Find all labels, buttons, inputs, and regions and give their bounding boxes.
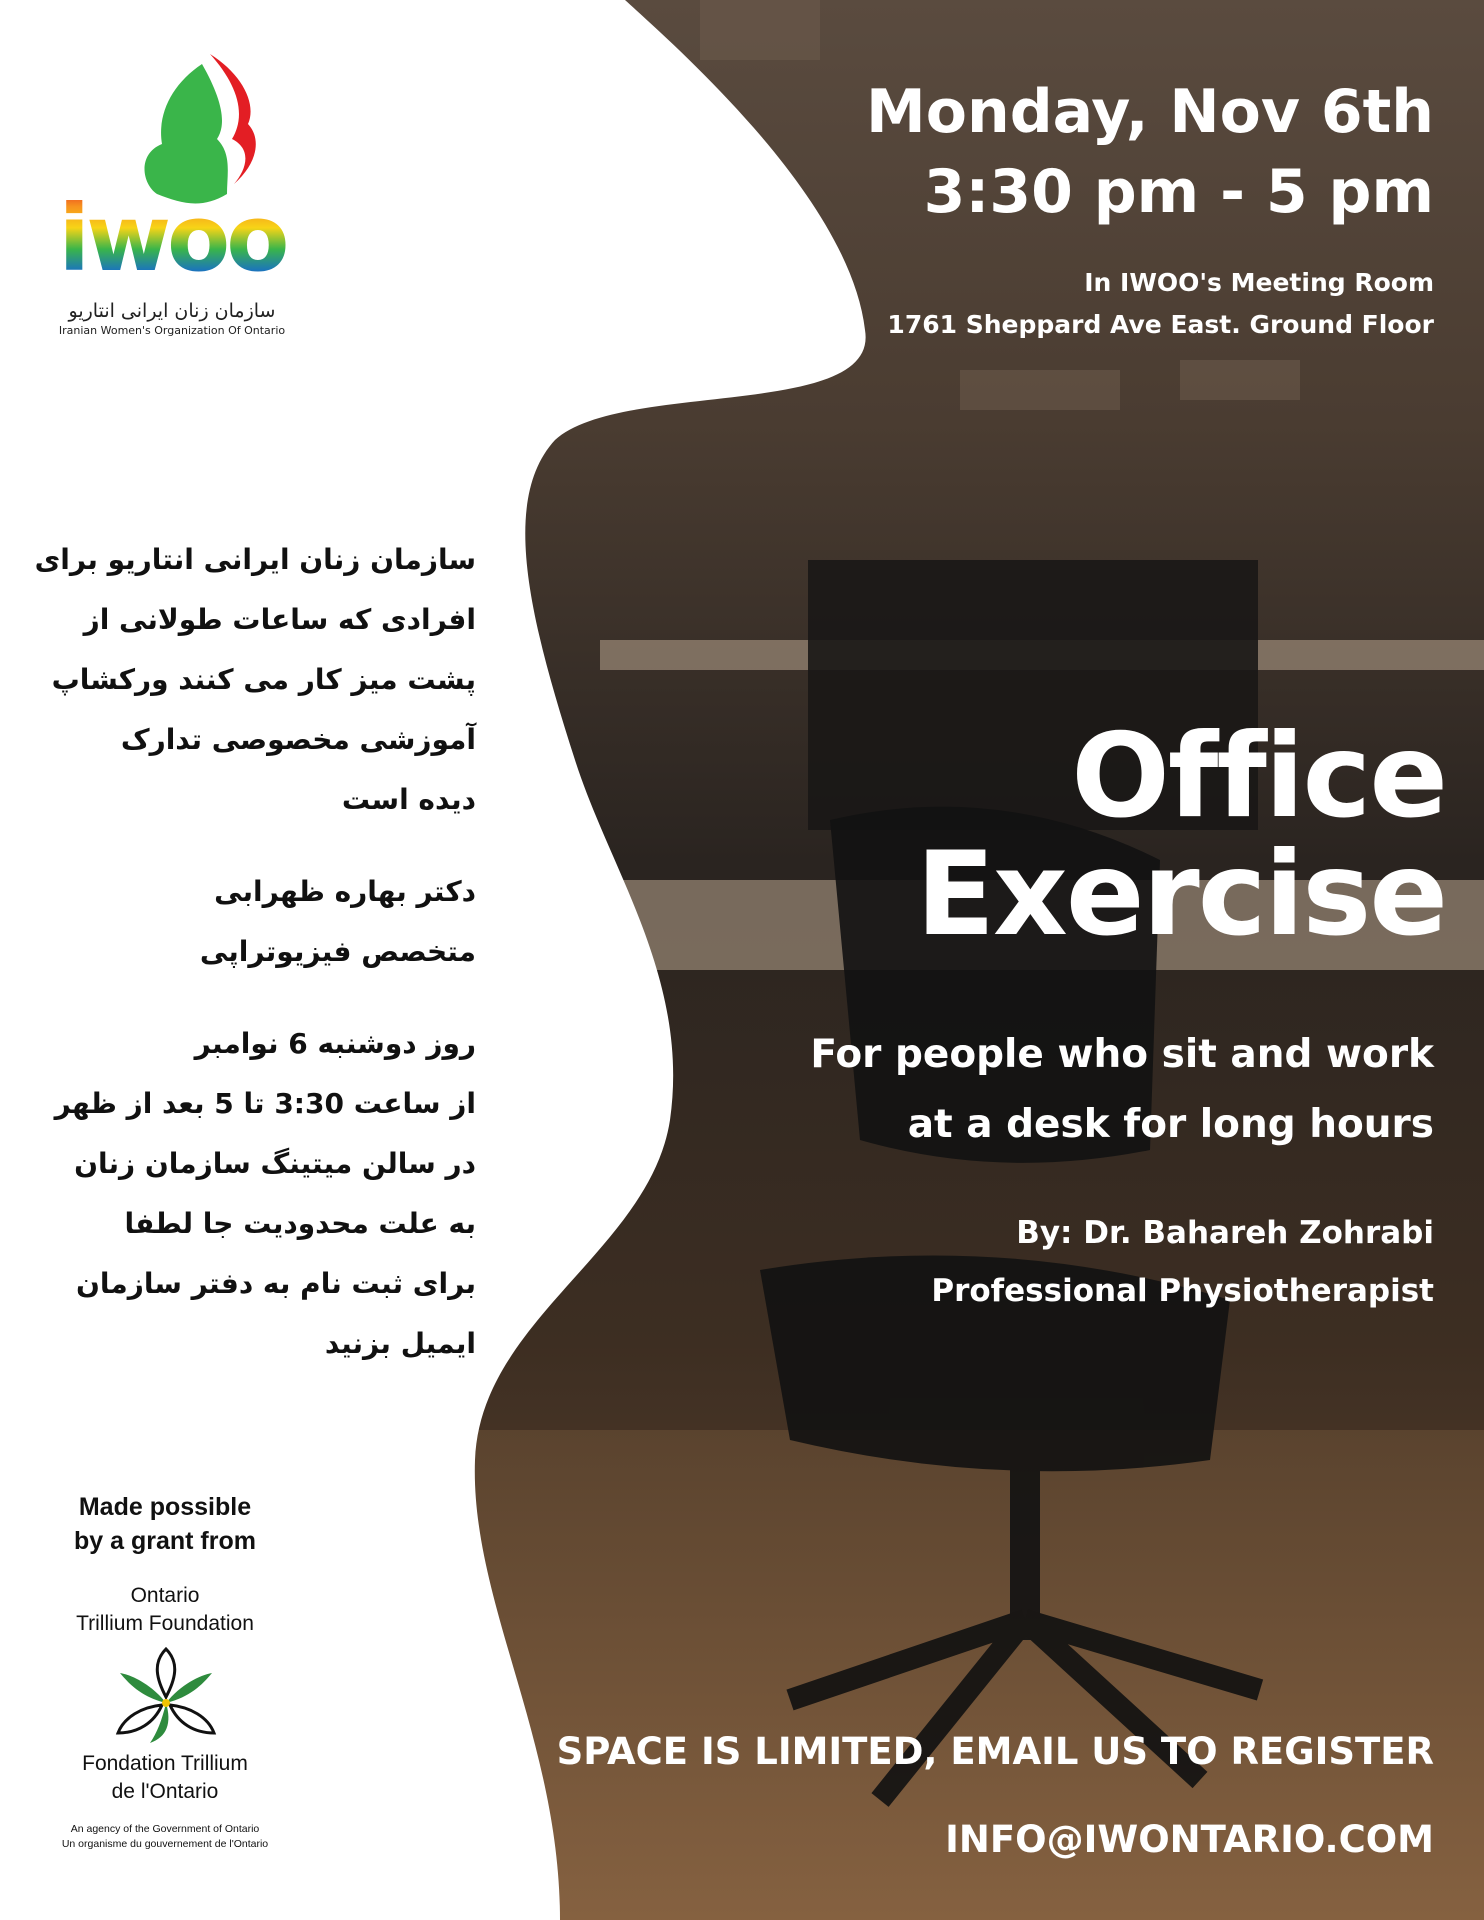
persian-detail-line: روز دوشنبه 6 نوامبر xyxy=(194,1027,476,1060)
event-time: 3:30 pm - 5 pm xyxy=(923,157,1434,227)
event-date-time xyxy=(866,72,1434,232)
agency-french: Un organisme du gouvernement de l'Ontario xyxy=(61,1838,269,1850)
logo-wordmark: iwoo xyxy=(58,185,286,292)
speaker-byline xyxy=(931,1204,1434,1320)
subtitle-line-1: For people who sit and work xyxy=(810,1032,1434,1077)
speaker-name: By: Dr. Bahareh Zohrabi xyxy=(1016,1215,1434,1251)
speaker-title: Professional Physiotherapist xyxy=(931,1273,1434,1309)
space-limited-text: SPACE IS LIMITED, EMAIL US TO REGISTER xyxy=(556,1730,1434,1773)
persian-intro-line: دیده است xyxy=(341,783,476,816)
grant-intro-line-1: Made possible xyxy=(78,1493,252,1521)
venue-address: 1761 Sheppard Ave East. Ground Floor xyxy=(887,310,1434,339)
event-subtitle xyxy=(810,1020,1434,1160)
sponsor-fr-line-1: Fondation Trillium xyxy=(82,1752,248,1775)
persian-intro-line: پشت میز کار می کنند ورکشاپ xyxy=(51,663,476,696)
sponsor-fr-line-2: de l'Ontario xyxy=(111,1780,219,1803)
persian-speaker-line: دکتر بهاره ظهرابی xyxy=(214,875,476,908)
registration-callout xyxy=(557,1708,1434,1884)
agency-english: An agency of the Government of Ontario xyxy=(70,1823,260,1835)
persian-intro-line: آموزشی مخصوصی تدارک xyxy=(120,723,476,756)
persian-detail-line: ایمیل بزنید xyxy=(324,1327,476,1360)
persian-description xyxy=(36,530,476,1374)
logo-english-name: Iranian Women's Organization Of Ontario xyxy=(58,324,286,337)
sponsor-name-french xyxy=(40,1750,290,1806)
contact-email[interactable]: INFO@IWONTARIO.COM xyxy=(945,1818,1434,1861)
persian-speaker-line: متخصص فیزیوتراپی xyxy=(199,935,476,968)
sponsor-name-english xyxy=(40,1582,290,1638)
grant-intro-line-2: by a grant from xyxy=(74,1527,256,1555)
sponsor-en-line-2: Trillium Foundation xyxy=(76,1612,254,1635)
grant-intro xyxy=(40,1490,290,1558)
persian-intro-line: سازمان زنان ایرانی انتاریو برای xyxy=(34,543,476,576)
title-line-1: Office xyxy=(1071,709,1446,844)
persian-detail-line: از ساعت 3:30 تا 5 بعد از ظهر xyxy=(54,1087,476,1120)
title-line-2: Exercise xyxy=(915,827,1446,962)
trillium-logo-icon xyxy=(112,1645,220,1745)
persian-detail-line: در سالن میتینگ سازمان زنان xyxy=(74,1147,476,1180)
logo-org-name xyxy=(52,300,292,337)
persian-detail-line: برای ثبت نام به دفتر سازمان xyxy=(75,1267,476,1300)
persian-detail-line: به علت محدودیت جا لطفا xyxy=(124,1207,476,1240)
sponsor-en-line-1: Ontario xyxy=(130,1584,200,1607)
event-venue xyxy=(887,262,1434,346)
subtitle-line-2: at a desk for long hours xyxy=(907,1102,1434,1147)
event-title xyxy=(915,709,1446,962)
iwoo-logo xyxy=(52,44,292,294)
logo-persian-name: سازمان زنان ایرانی انتاریو xyxy=(68,300,276,322)
sponsor-agency-note xyxy=(40,1822,290,1852)
event-date: Monday, Nov 6th xyxy=(866,77,1434,147)
logo-green-profile-icon xyxy=(145,64,228,203)
venue-room: In IWOO's Meeting Room xyxy=(1084,268,1434,297)
persian-intro-line: افرادی که ساعات طولانی از xyxy=(83,603,476,636)
